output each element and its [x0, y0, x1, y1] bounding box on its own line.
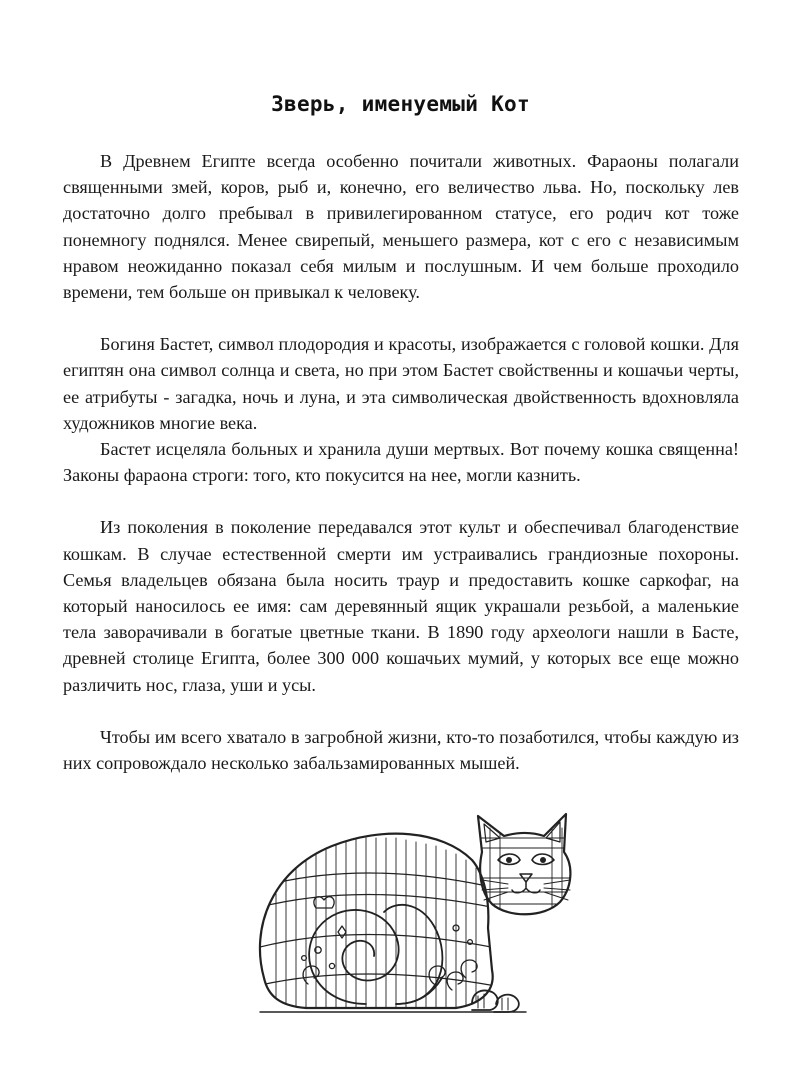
paragraph-bastet: Богиня Бастет, символ плодородия и красоты, изображается с головой кошки. Для египтян она символ солнца и света, но при этом Бастет свойственны и кошачьи черты, ее атрибуты - загадка, ночь и луна, и эта символическая двойственность вдохновляла художников многие века. [63, 334, 739, 433]
body-text [63, 148, 739, 776]
paragraph-bastet-healing: Бастет исцеляла больных и хранила души мертвых. Вот почему кошка священна! Законы фараона строги: того, кто покусится на нее, могли казнить. [63, 439, 739, 486]
paragraph-mice: Чтобы им всего хватало в загробной жизни, кто-то позаботился, чтобы каждую из них сопровождало несколько забальзамированных мышей. [63, 726, 739, 774]
cat-icon [246, 808, 586, 1023]
paragraph-egypt-animals: В Древнем Египте всегда особенно почитали животных. Фараоны полагали священными змей, коров, рыб и, конечно, его величество льва. Но, поскольку лев достаточно долго пребывал в привилегированном статусе, его родич кот тоже понемногу поднялся. Менее свирепый, меньшего размера, кот с его с независимым нравом неожиданно показал себя милым и послушным. И чем больше проходило времени, тем больше он привыкал к человеку. [63, 151, 739, 303]
page-title: Зверь, именуемый Кот [271, 92, 530, 116]
paragraph-cat-cult: Из поколения в поколение передавался этот культ и обеспечивал благоденствие кошкам. В случае естественной смерти им устраивались грандиозные похороны. Семья владельцев обязана была носить траур и предоставить кошке саркофаг, на который наносилось ее имя: сам деревянный ящик украшали резьбой, а маленькие тела заворачивали в богатые цветные ткани. В 1890 году археологи нашли в Басте, древней столице Египта, более 300 000 кошачьих мумий, у которых все еще можно различить нос, глаза, уши и усы. [63, 517, 739, 695]
